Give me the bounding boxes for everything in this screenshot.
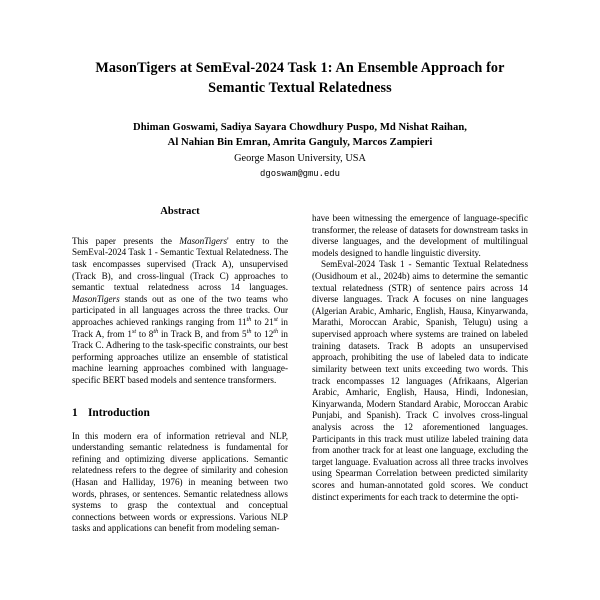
abstract-text-part-7: in Track B, and from 5 <box>158 328 247 339</box>
abstract-heading: Abstract <box>160 206 200 217</box>
affiliation: George Mason University, USA <box>234 153 366 165</box>
introduction-paragraph: In this modern era of information retrieval and NLP, understanding semantic relatedness is fundamental for refining and optimizing diverse applications. Semantic relatedness refers to the degree of similarity and cohesion (Hasan and Halliday, 1976) in meaning between two words, phrases, or sentences. Semantic relatedness allows systems to grasp the contextual and conceptual connections between words or expressions. Various NLP tasks and applications can benefit from modeling seman- <box>72 430 288 534</box>
introduction-paragraph-continued: have been witnessing the emergence of language-specific transformer, the release of datasets for downstream tasks in diverse languages, and the development of multilingual models designed to handle linguistic diversity. <box>312 213 528 258</box>
abstract-text-part-6: to 8 <box>136 328 154 339</box>
page-title <box>74 58 526 98</box>
ordinal-suffix-1st: st <box>131 327 137 335</box>
ordinal-suffix-21st: st <box>273 315 278 323</box>
contact-email: dgoswam@gmu.edu <box>260 169 340 180</box>
right-column <box>312 196 528 600</box>
author-block <box>0 120 600 181</box>
abstract-text-part-4: to 21 <box>251 317 274 328</box>
ordinal-suffix-5th: th <box>246 327 252 335</box>
paper-title-line-1: MasonTigers at SemEval-2024 Task 1: An Ensemble Approach for <box>95 60 505 76</box>
title-block <box>0 0 600 182</box>
abstract-text-part-1: This paper presents the <box>72 235 180 246</box>
abstract-text-part-3: stands out as one of the two teams who participated in all languages across the three tracks. Our approaches achieved rankings ranging from 11 <box>72 293 288 328</box>
section-title: Introduction <box>88 406 150 419</box>
abstract-text-part-2: ' entry to the SemEval-2024 Task 1 - Semantic Textual Relatedness. The task encompasses supervised (Track A), unsupervised (Track B), and cross-lingual (Track C) approaches to semantic textual relatedness across 14 languages. <box>72 235 288 293</box>
section-number: 1 <box>72 406 78 419</box>
abstract-text-part-9: in Track C. Adhering to the task-specific constraints, our best performing approaches utilize an ensemble of statistical machine learning approaches combined with language-specific BERT based models and sentence transformers. <box>72 328 288 386</box>
abstract-text-part-5: in Track A, from 1 <box>72 317 288 339</box>
ordinal-suffix-11th: th <box>246 315 252 323</box>
abstract-italic-masontigers-1: MasonTigers <box>179 235 228 246</box>
abstract-italic-masontigers-2: MasonTigers <box>72 293 120 304</box>
paper-title-line-2: Semantic Textual Relatedness <box>208 80 392 97</box>
section-heading-introduction <box>72 406 288 421</box>
abstract-text-part-8: to 12 <box>251 328 274 339</box>
author-list-line-1: Dhiman Goswami, Sadiya Sayara Chowdhury Puspo, Md Nishat Raihan, <box>133 122 467 134</box>
two-column-body <box>0 196 600 600</box>
abstract-paragraph <box>72 236 288 387</box>
ordinal-suffix-12th: th <box>273 327 279 335</box>
ordinal-suffix-8th: th <box>153 327 159 335</box>
left-column <box>72 196 288 600</box>
author-list-line-2: Al Nahian Bin Emran, Amrita Ganguly, Marcos Zampieri <box>167 137 433 149</box>
task-description-paragraph: SemEval-2024 Task 1 - Semantic Textual Relatedness (Ousidhoum et al., 2024b) aims to determine the semantic textual relatedness (STR) of sentence pairs across 14 diverse languages. Track A focuses on nine languages (Algerian Arabic, Amharic, English, Hausa, Kinyarwanda, Marathi, Moroccan Arabic, Spanish, Telugu) using a supervised approach where systems are trained on labeled training datasets. Track B adopts an unsupervised approach, prohibiting the use of labeled data to indicate similarity between text units exceeding two words. This track encompasses 12 languages (Afrikaans, Algerian Arabic, Amharic, English, Hausa, Hindi, Indonesian, Kinyarwanda, Modern Standard Arabic, Moroccan Arabic Punjabi, and Spanish). Track C involves cross-lingual analysis across the 12 aforementioned languages. Participants in this track must utilize labeled training data from another track for at least one language, excluding the target language. Evaluation across all three tracks involves using Spearman Correlation between predicted similarity scores and human-annotated gold scores. We conduct distinct experiments for each track to determine the opti- <box>312 259 528 502</box>
